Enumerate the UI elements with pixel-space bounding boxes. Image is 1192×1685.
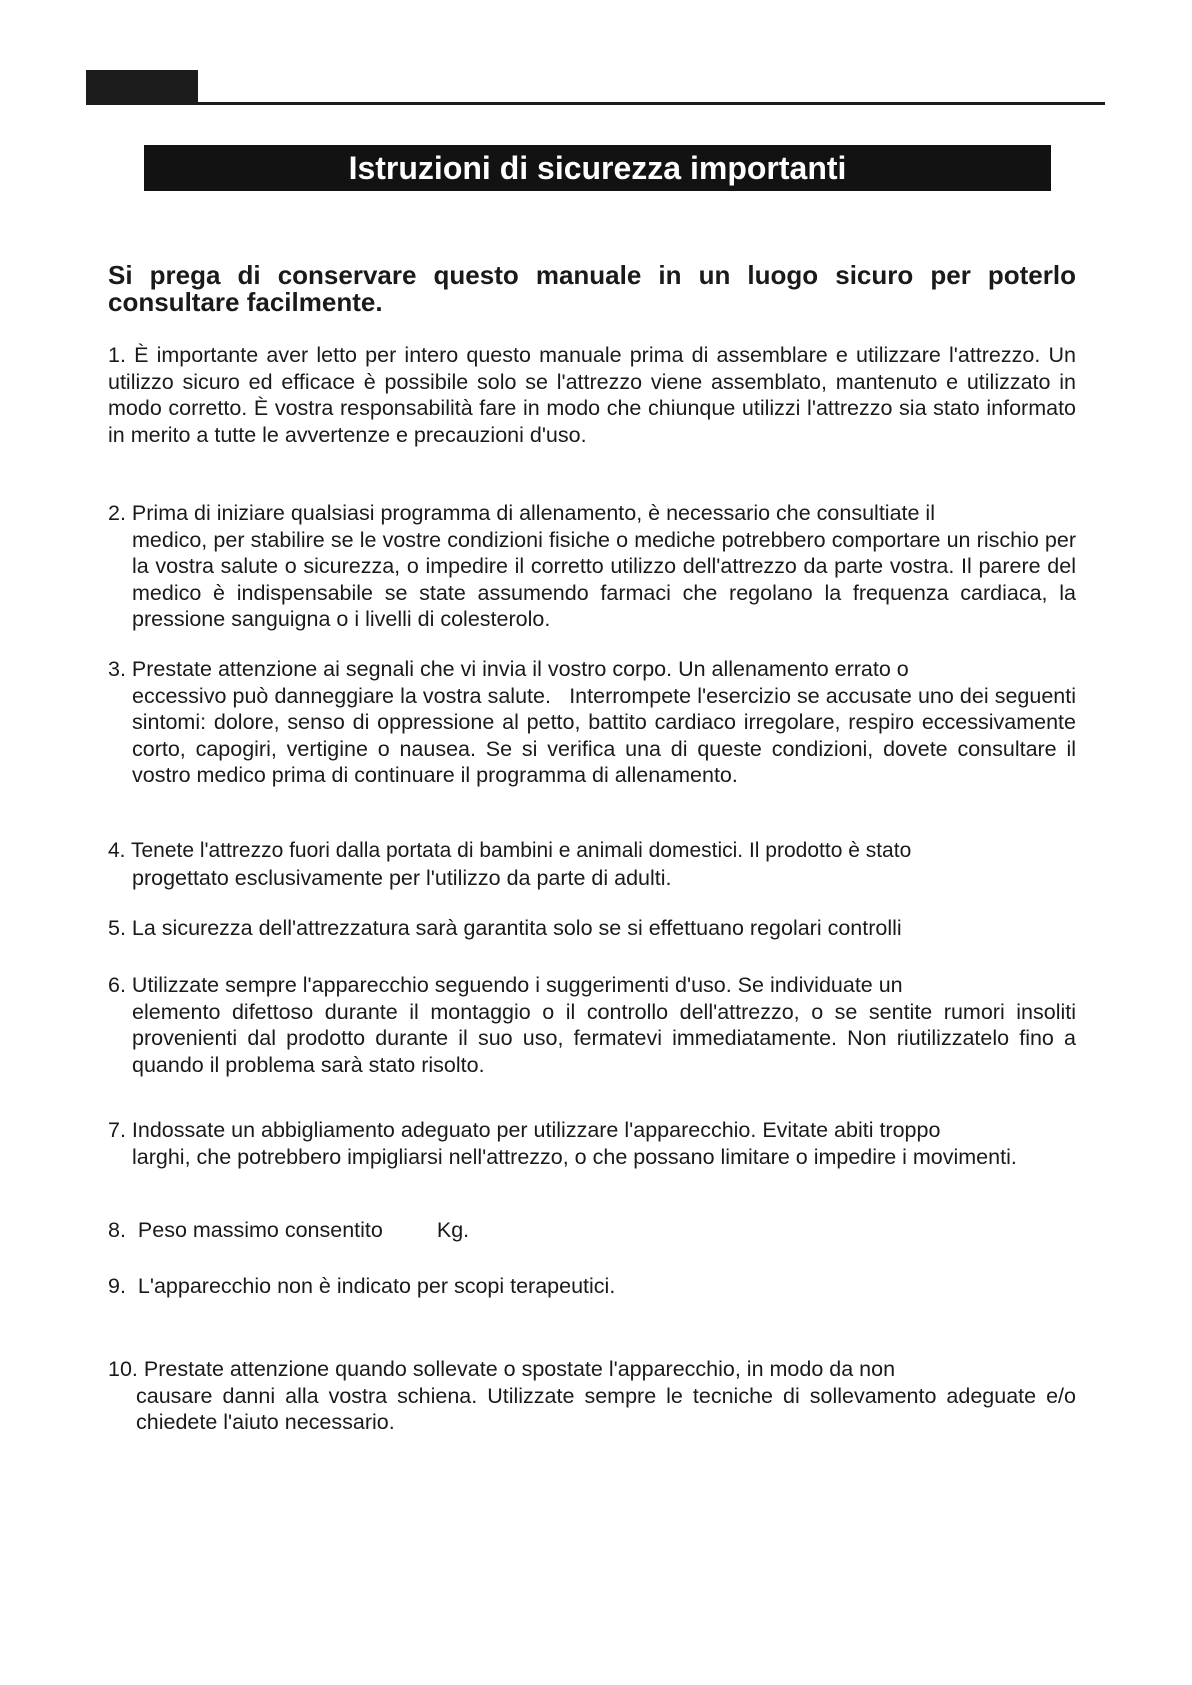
item-text-first-line: L'apparecchio non è indicato per scopi terapeutici. bbox=[137, 1274, 616, 1298]
item-number: 8. bbox=[108, 1218, 126, 1242]
safety-item-7 bbox=[108, 1117, 1053, 1170]
safety-item-2 bbox=[108, 500, 1076, 633]
item-number: 10. bbox=[108, 1357, 138, 1381]
item-number: 5. bbox=[108, 916, 126, 940]
item-number: 9. bbox=[108, 1274, 126, 1298]
item-text-continuation: progettato esclusivamente per l'utilizzo da parte di adulti. bbox=[132, 865, 672, 890]
page-title: Istruzioni di sicurezza importanti bbox=[144, 145, 1051, 191]
safety-item-10 bbox=[108, 1356, 1076, 1436]
safety-item-3 bbox=[108, 656, 1082, 789]
item-text-first-line: Utilizzate sempre l'apparecchio seguendo i suggerimenti d'uso. Se individuate un bbox=[131, 973, 903, 997]
safety-item-9 bbox=[108, 1273, 1076, 1300]
item-text-continuation: larghi, che potrebbero impigliarsi nell'attrezzo, o che possano limitare o impedire i movimenti. bbox=[132, 1144, 1017, 1169]
item-text-continuation: causare danni alla vostra schiena. Utilizzate sempre le tecniche di sollevamento adeguate e/o chiedete l'aiuto necessario. bbox=[136, 1383, 1076, 1434]
item-number: 4. bbox=[108, 839, 126, 862]
header-rule bbox=[86, 102, 1105, 105]
item-text-continuation: eccessivo può danneggiare la vostra salute. Interrompete l'esercizio se accusate uno dei seguenti sintomi: dolore, senso di oppressione al petto, battito cardiaco irregolare, respiro eccessivamente corto, capogiri, vertigine o nausea. Se si verifica una di queste condizioni, dovete consultare il vostro medico prima di continuare il programma di allenamento. bbox=[132, 683, 1082, 787]
safety-item-6 bbox=[108, 972, 1076, 1078]
weight-unit: Kg. bbox=[436, 1218, 470, 1242]
item-number: 2. bbox=[108, 501, 126, 525]
item-text-first-line: La sicurezza dell'attrezzatura sarà garantita solo se si effettuano regolari controlli bbox=[131, 916, 902, 940]
intro-notice: Si prega di conservare questo manuale in un luogo sicuro per poterlo consultare facilmente. bbox=[108, 260, 1076, 317]
item-text-first-line: Indossate un abbigliamento adeguato per utilizzare l'apparecchio. Evitate abiti troppo bbox=[131, 1118, 941, 1142]
item-text-first-line: Prima di iniziare qualsiasi programma di allenamento, è necessario che consultiate il bbox=[131, 501, 935, 525]
item-number: 1. bbox=[108, 343, 126, 367]
item-text-continuation: elemento difettoso durante il montaggio o il controllo dell'attrezzo, o se sentite rumori insoliti provenienti dal prodotto durante il suo uso, fermatevi immediatamente. Non riutilizzatelo fino a quando il problema sarà stato risolto. bbox=[132, 999, 1076, 1077]
safety-item-1 bbox=[108, 342, 1076, 448]
safety-item-4 bbox=[108, 838, 1076, 891]
safety-item-8 bbox=[108, 1217, 1076, 1244]
item-text-first-line: Tenete l'attrezzo fuori dalla portata di bambini e animali domestici. Il prodotto è stato bbox=[130, 839, 912, 862]
item-text-continuation: medico, per stabilire se le vostre condizioni fisiche o mediche potrebbero comportare un rischio per la vostra salute o sicurezza, o impedire il corretto utilizzo dell'attrezzo da parte vostra. Il parere del medico è indispensabile se state assumendo farmaci che regolano la frequenza cardiaca, la pressione sanguigna o i livelli di colesterolo. bbox=[132, 527, 1076, 631]
item-text-first-line: Prestate attenzione ai segnali che vi invia il vostro corpo. Un allenamento errato o bbox=[131, 657, 909, 681]
item-number: 3. bbox=[108, 657, 126, 681]
safety-item-5 bbox=[108, 915, 1076, 942]
item-number: 7. bbox=[108, 1118, 126, 1142]
item-text: È importante aver letto per intero questo manuale prima di assemblare e utilizzare l'attrezzo. Un utilizzo sicuro ed efficace è possibile solo se l'attrezzo viene assemblato, mantenuto e utilizzato in modo corretto. È vostra responsabilità fare in modo che chiunque utilizzi l'attrezzo sia stato informato in merito a tutte le avvertenze e precauzioni d'uso. bbox=[108, 343, 1076, 447]
item-number: 6. bbox=[108, 973, 126, 997]
header-tab-block bbox=[86, 70, 198, 104]
item-text-first-line: Prestate attenzione quando sollevate o spostate l'apparecchio, in modo da non bbox=[143, 1357, 896, 1381]
item-text-first-line: Peso massimo consentito bbox=[137, 1218, 383, 1242]
